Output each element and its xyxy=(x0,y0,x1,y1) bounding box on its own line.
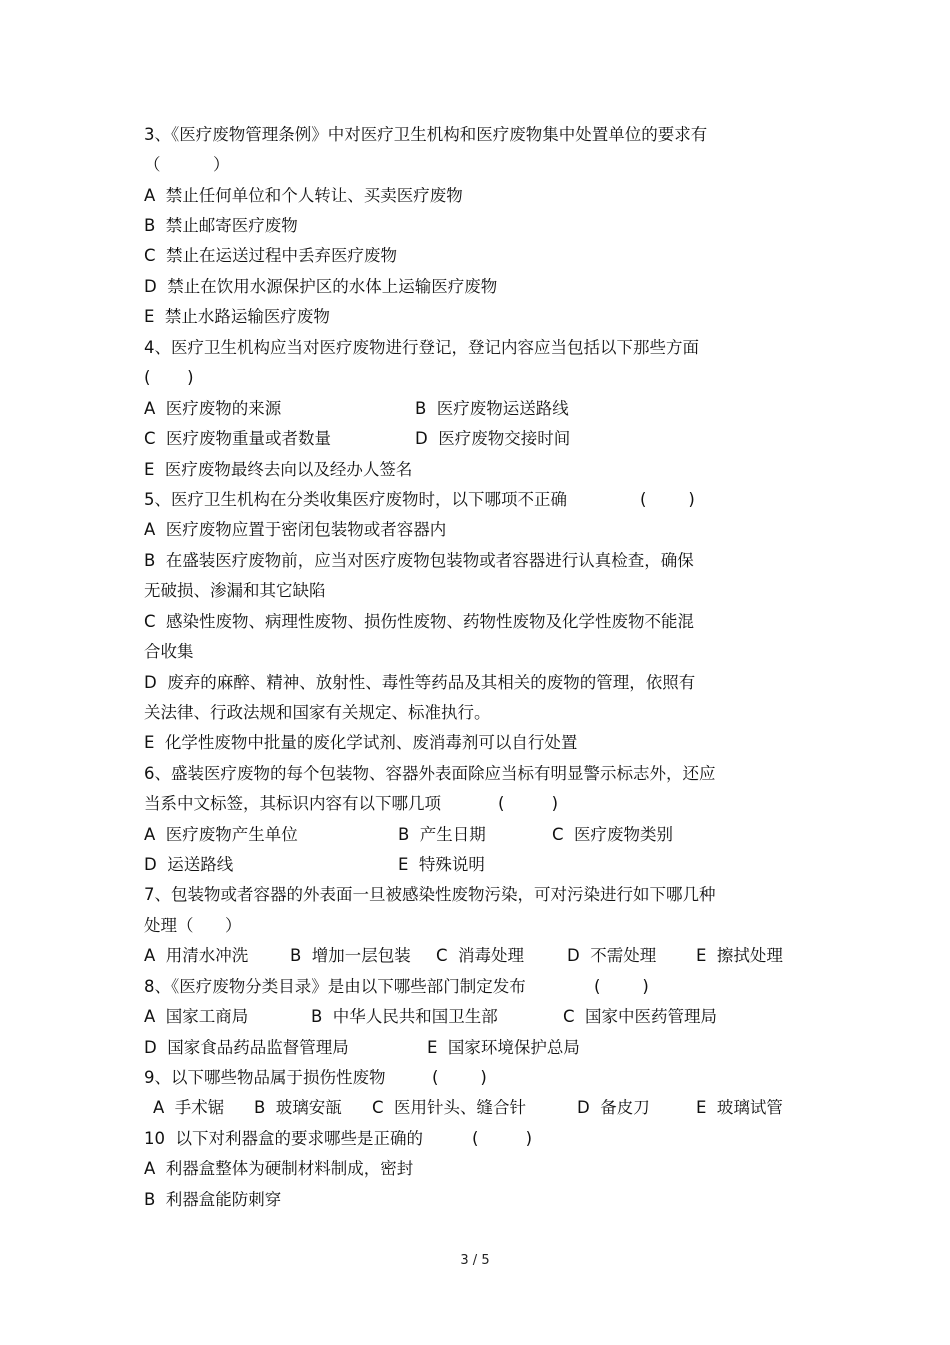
q10-answer-paren: ( ) xyxy=(472,1129,533,1148)
q4-stem-line2: ( ) xyxy=(144,368,194,387)
q9-answer-paren: ( ) xyxy=(432,1068,487,1087)
q3-option-a: A 禁止任何单位和个人转让、买卖医疗废物 xyxy=(144,186,463,205)
q3-option-d: D 禁止在饮用水源保护区的水体上运输医疗废物 xyxy=(144,277,498,296)
q7-stem-line2: 处理（ ） xyxy=(144,916,242,935)
q5-stem: 5、医疗卫生机构在分类收集医疗废物时，以下哪项不正确 xyxy=(144,490,567,509)
q8-stem: 8、《医疗废物分类目录》是由以下哪些部门制定发布 xyxy=(144,977,526,996)
q5-option-c-line1: C 感染性废物、病理性废物、损伤性废物、药物性废物及化学性废物不能混 xyxy=(144,612,695,631)
q6-option-c: C 医疗废物类别 xyxy=(552,825,674,844)
q5-option-c-line2: 合收集 xyxy=(144,642,194,661)
q9-option-d: D 备皮刀 xyxy=(577,1098,650,1117)
page-number: 3 / 5 xyxy=(460,1253,490,1268)
q9-stem: 9、以下哪些物品属于损伤性废物 xyxy=(144,1068,386,1087)
q8-answer-paren: ( ) xyxy=(594,977,649,996)
q6-stem-line1: 6、盛装医疗废物的每个包装物、容器外表面除应当标有明显警示标志外，还应 xyxy=(144,764,716,783)
q7-option-d: D 不需处理 xyxy=(567,946,657,965)
q5-answer-paren: ( ) xyxy=(640,490,695,509)
q5-option-d-line2: 关法律、行政法规和国家有关规定、标准执行。 xyxy=(144,703,491,722)
q3-stem-line2: （ ） xyxy=(144,155,230,174)
q4-option-e: E 医疗废物最终去向以及经办人签名 xyxy=(144,460,413,479)
q4-option-c: C 医疗废物重量或者数量 xyxy=(144,429,332,448)
q9-option-a: A 手术锯 xyxy=(153,1098,225,1117)
q6-option-d: D 运送路线 xyxy=(144,855,234,874)
q5-option-b-line1: B 在盛装医疗废物前，应当对医疗废物包装物或者容器进行认真检查，确保 xyxy=(144,551,694,570)
q8-option-c: C 国家中医药管理局 xyxy=(563,1007,718,1026)
q5-option-a: A 医疗废物应置于密闭包装物或者容器内 xyxy=(144,520,447,539)
q4-option-a: A 医疗废物的来源 xyxy=(144,399,282,418)
q6-stem-line2: 当系中文标签，其标识内容有以下哪几项 xyxy=(144,794,441,813)
q3-option-c: C 禁止在运送过程中丢弃医疗废物 xyxy=(144,246,398,265)
q9-option-e: E 玻璃试管 xyxy=(696,1098,783,1117)
q10-stem: 10 以下对利器盒的要求哪些是正确的 xyxy=(144,1129,423,1148)
q3-option-e: E 禁止水路运输医疗废物 xyxy=(144,307,330,326)
q7-option-e: E 擦拭处理 xyxy=(696,946,783,965)
q4-stem-line1: 4、医疗卫生机构应当对医疗废物进行登记，登记内容应当包括以下那些方面 xyxy=(144,338,699,357)
q4-option-d: D 医疗废物交接时间 xyxy=(415,429,571,448)
q3-stem-line1: 3、《医疗废物管理条例》中对医疗卫生机构和医疗废物集中处置单位的要求有 xyxy=(144,125,708,144)
q8-option-b: B 中华人民共和国卫生部 xyxy=(311,1007,498,1026)
q7-stem-line1: 7、包装物或者容器的外表面一旦被感染性废物污染，可对污染进行如下哪几种 xyxy=(144,885,716,904)
q9-option-c: C 医用针头、缝合针 xyxy=(372,1098,527,1117)
q8-option-e: E 国家环境保护总局 xyxy=(427,1038,580,1057)
q3-option-b: B 禁止邮寄医疗废物 xyxy=(144,216,298,235)
q6-option-b: B 产生日期 xyxy=(398,825,486,844)
q7-option-b: B 增加一层包装 xyxy=(290,946,411,965)
q5-option-d-line1: D 废弃的麻醉、精神、放射性、毒性等药品及其相关的废物的管理，依照有 xyxy=(144,673,696,692)
q7-option-c: C 消毒处理 xyxy=(436,946,525,965)
q6-answer-paren: ( ) xyxy=(498,794,559,813)
q6-option-e: E 特殊说明 xyxy=(398,855,485,874)
q10-option-a: A 利器盒整体为硬制材料制成，密封 xyxy=(144,1159,414,1178)
q6-option-a: A 医疗废物产生单位 xyxy=(144,825,298,844)
q7-option-a: A 用清水冲洗 xyxy=(144,946,249,965)
q8-option-d: D 国家食品药品监督管理局 xyxy=(144,1038,349,1057)
q8-option-a: A 国家工商局 xyxy=(144,1007,249,1026)
q5-option-b-line2: 无破损、渗漏和其它缺陷 xyxy=(144,581,326,600)
q10-option-b: B 利器盒能防刺穿 xyxy=(144,1190,282,1209)
q9-option-b: B 玻璃安瓿 xyxy=(254,1098,342,1117)
q4-option-b: B 医疗废物运送路线 xyxy=(415,399,569,418)
q5-option-e: E 化学性废物中批量的废化学试剂、废消毒剂可以自行处置 xyxy=(144,733,578,752)
